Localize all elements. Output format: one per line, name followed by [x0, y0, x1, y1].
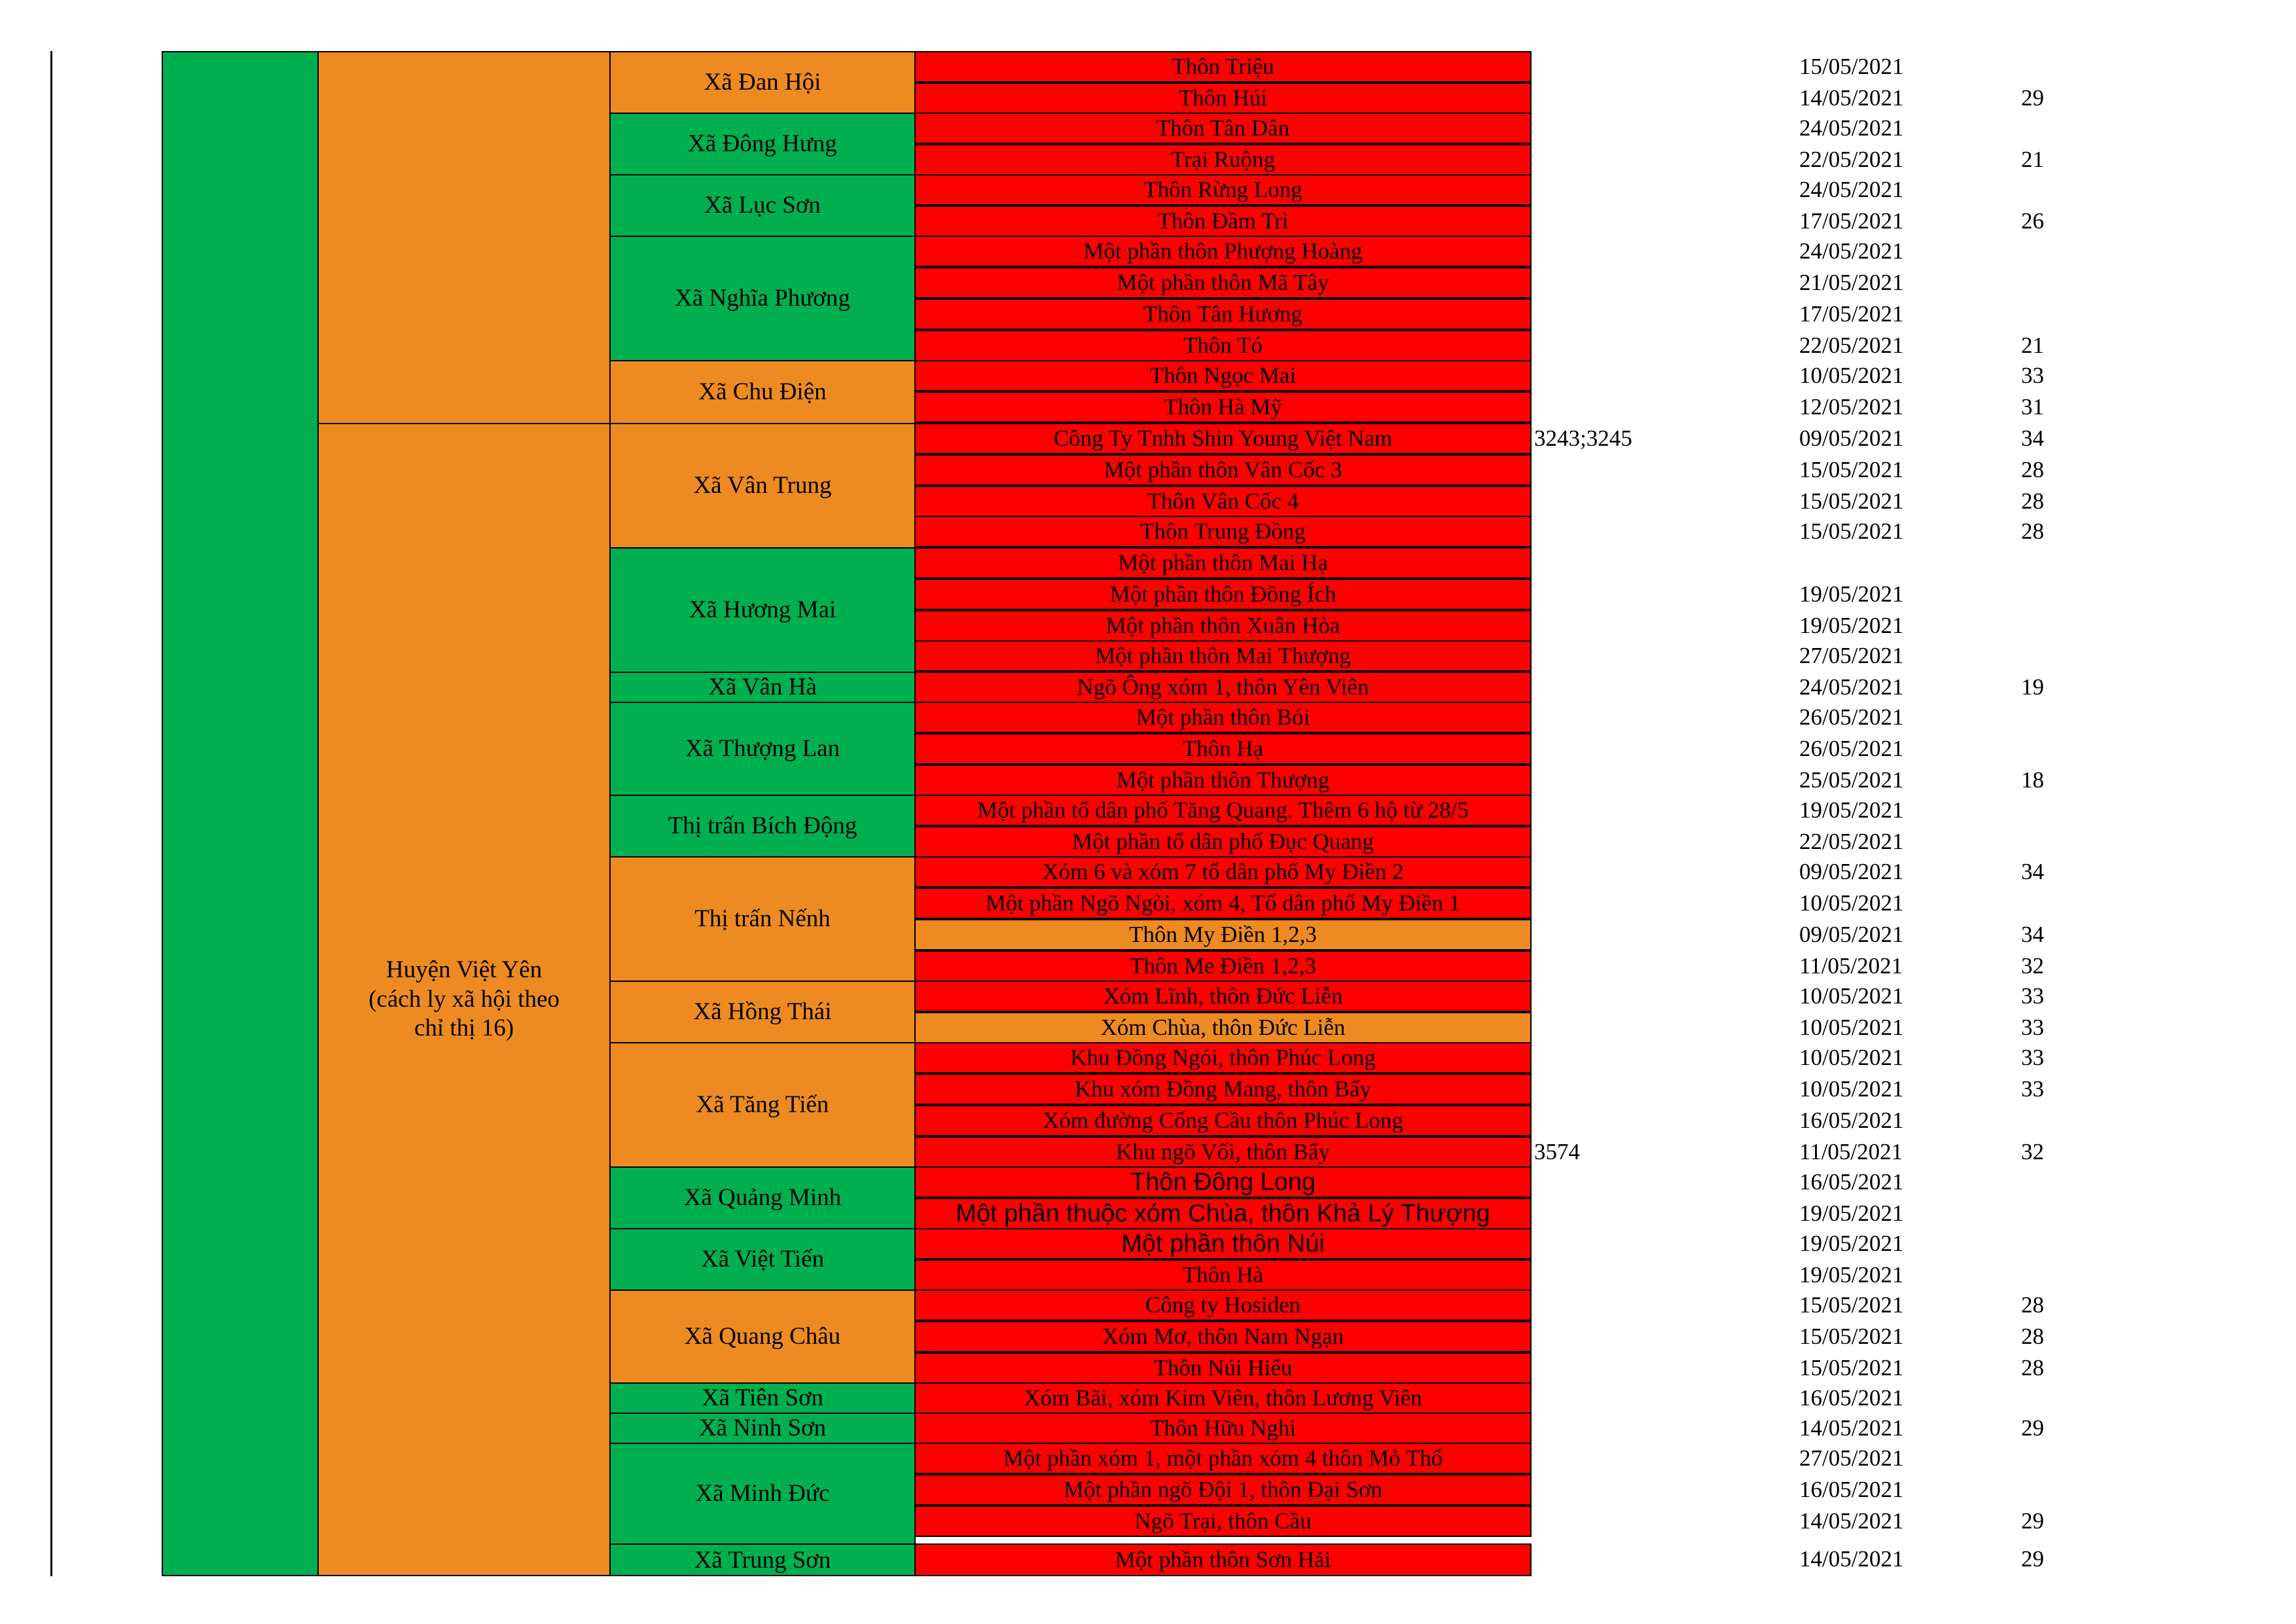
place-cell: Thôn Trung Đồng — [914, 516, 1532, 547]
place-cell: Một phần thôn Đồng Ích — [914, 579, 1532, 610]
date-cell: 10/05/2021 — [1799, 1015, 1904, 1040]
commune-cell: Thị trấn Nếnh — [609, 856, 916, 982]
date-cell: 24/05/2021 — [1799, 238, 1904, 264]
date-cell: 27/05/2021 — [1799, 643, 1904, 668]
days-cell: 34 — [2021, 425, 2044, 451]
place-cell: Một phần tổ dân phố Tăng Quang. Thêm 6 hộ từ 28/5 — [914, 795, 1532, 826]
date-cell: 15/05/2021 — [1799, 1292, 1904, 1318]
place-cell: Ngõ Ông xóm 1, thôn Yên Viên — [914, 672, 1532, 703]
date-cell: 10/05/2021 — [1799, 1045, 1904, 1070]
days-cell: 26 — [2021, 208, 2044, 234]
commune-cell: Xã Nghĩa Phương — [609, 236, 916, 361]
commune-cell: Xã Tiên Sơn — [609, 1382, 916, 1414]
days-cell: 28 — [2021, 457, 2044, 482]
date-cell: 22/05/2021 — [1799, 829, 1904, 854]
place-cell: Thôn Tó — [914, 330, 1532, 361]
days-cell: 33 — [2021, 1045, 2044, 1070]
commune-cell: Xã Thượng Lan — [609, 702, 916, 796]
place-cell: Thôn Đầm Trì — [914, 206, 1532, 237]
place-cell: Thôn Núi Hiếu — [914, 1352, 1532, 1384]
case-code: 3243;3245 — [1534, 425, 1632, 451]
date-cell: 11/05/2021 — [1799, 1139, 1903, 1164]
date-cell: 24/05/2021 — [1799, 674, 1904, 700]
place-cell: Thôn Vân Cốc 4 — [914, 486, 1532, 517]
days-cell: 21 — [2021, 333, 2044, 358]
commune-cell: Xã Tăng Tiến — [609, 1042, 916, 1168]
date-cell: 10/05/2021 — [1799, 890, 1904, 916]
place-cell: Một phần ngõ Đội 1, thôn Đại Sơn — [914, 1474, 1532, 1506]
days-cell: 32 — [2021, 953, 2044, 979]
days-cell: 28 — [2021, 1292, 2044, 1318]
commune-cell: Xã Đan Hội — [609, 51, 916, 114]
date-cell: 09/05/2021 — [1799, 425, 1904, 451]
commune-cell: Xã Lục Sơn — [609, 174, 916, 237]
district-cell-viet-yen: Huyện Việt Yên (cách ly xã hội theo chỉ thị 16) — [317, 423, 611, 1576]
place-cell: Xóm Mơ, thôn Nam Ngạn — [914, 1321, 1532, 1352]
place-cell: Thôn Hà Mỹ — [914, 391, 1532, 423]
date-cell: 21/05/2021 — [1799, 270, 1904, 295]
days-cell: 31 — [2021, 394, 2044, 420]
date-cell: 15/05/2021 — [1799, 1355, 1904, 1380]
place-cell: Xóm đường Cống Cầu thôn Phúc Long — [914, 1105, 1532, 1136]
place-cell: Thôn Rừng Long — [914, 174, 1532, 206]
days-cell: 28 — [2021, 488, 2044, 514]
date-cell: 16/05/2021 — [1799, 1385, 1904, 1411]
place-cell: Thôn Tân Dân — [914, 113, 1532, 144]
place-cell: Một phần thôn Thượng — [914, 765, 1532, 796]
place-cell: Một phần thôn Mã Tây — [914, 267, 1532, 298]
date-cell: 25/05/2021 — [1799, 767, 1904, 793]
days-cell: 29 — [2021, 85, 2044, 111]
place-cell: Thôn Đông Long — [914, 1166, 1532, 1198]
place-cell: Một phần thuộc xóm Chùa, thôn Khả Lý Thượng — [914, 1198, 1532, 1229]
place-cell: Công Ty Tnhh Shin Young Việt Nam — [914, 423, 1532, 454]
date-cell: 15/05/2021 — [1799, 457, 1904, 482]
place-cell: Một phần thôn Mai Hạ — [914, 547, 1532, 579]
days-cell: 33 — [2021, 1076, 2044, 1102]
district-cell — [317, 51, 611, 424]
date-cell: 16/05/2021 — [1799, 1169, 1904, 1195]
commune-cell: Xã Hồng Thái — [609, 981, 916, 1043]
days-cell: 33 — [2021, 1015, 2044, 1040]
date-cell: 22/05/2021 — [1799, 147, 1904, 172]
date-cell: 10/05/2021 — [1799, 363, 1904, 388]
days-cell: 32 — [2021, 1139, 2044, 1164]
days-cell: 18 — [2021, 767, 2044, 793]
place-cell: Một phần Ngõ Ngòi, xóm 4, Tổ dân phố My Điền 1 — [914, 888, 1532, 919]
commune-cell: Xã Đông Hưng — [609, 113, 916, 175]
date-cell: 19/05/2021 — [1799, 581, 1904, 607]
date-cell: 09/05/2021 — [1799, 859, 1904, 884]
date-cell: 12/05/2021 — [1799, 394, 1904, 420]
page-left-border — [50, 51, 52, 1576]
place-cell: Một phần tổ dân phố Đục Quang — [914, 826, 1532, 857]
commune-cell: Thị trấn Bích Động — [609, 795, 916, 857]
place-cell: Một phần thôn Núi — [914, 1228, 1532, 1259]
place-cell: Khu xóm Đồng Mang, thôn Bẩy — [914, 1074, 1532, 1105]
date-cell: 19/05/2021 — [1799, 1200, 1904, 1226]
place-cell: Thôn My Điền 1,2,3 — [914, 919, 1532, 950]
place-cell: Công ty Hosiden — [914, 1290, 1532, 1321]
date-cell: 19/05/2021 — [1799, 613, 1904, 638]
date-cell: 15/05/2021 — [1799, 488, 1904, 514]
days-cell: 34 — [2021, 859, 2044, 884]
place-cell: Một phần thôn Xuân Hòa — [914, 610, 1532, 641]
commune-cell: Xã Vân Hà — [609, 672, 916, 703]
days-cell: 28 — [2021, 1324, 2044, 1349]
place-cell: Thôn Hà — [914, 1259, 1532, 1291]
days-cell: 33 — [2021, 363, 2044, 388]
date-cell: 15/05/2021 — [1799, 1324, 1904, 1349]
days-cell: 29 — [2021, 1508, 2044, 1534]
date-cell: 15/05/2021 — [1799, 518, 1904, 544]
date-cell: 10/05/2021 — [1799, 1076, 1904, 1102]
date-cell: 14/05/2021 — [1799, 1415, 1904, 1441]
days-cell: 29 — [2021, 1415, 2044, 1441]
date-cell: 19/05/2021 — [1799, 1231, 1904, 1256]
commune-cell: Xã Vân Trung — [609, 423, 916, 549]
place-cell: Trại Ruộng — [914, 144, 1532, 175]
place-cell: Thôn Ngọc Mai — [914, 360, 1532, 391]
date-cell: 19/05/2021 — [1799, 797, 1904, 823]
days-cell: 19 — [2021, 674, 2044, 700]
place-cell: Thôn Húi — [914, 82, 1532, 114]
date-cell: 26/05/2021 — [1799, 704, 1904, 730]
place-cell: Một phần thôn Mai Thượng — [914, 640, 1532, 672]
commune-cell: Xã Quang Châu — [609, 1290, 916, 1384]
date-cell: 17/05/2021 — [1799, 208, 1904, 234]
date-cell: 09/05/2021 — [1799, 922, 1904, 947]
place-cell: Xóm 6 và xóm 7 tổ dân phố My Điền 2 — [914, 856, 1532, 888]
date-cell: 22/05/2021 — [1799, 333, 1904, 358]
place-cell: Một phần thôn Bói — [914, 702, 1532, 733]
date-cell: 26/05/2021 — [1799, 736, 1904, 761]
place-cell: Thôn Hạ — [914, 733, 1532, 765]
place-cell: Một phần thôn Sơn Hải — [914, 1543, 1532, 1576]
days-cell: 28 — [2021, 1355, 2044, 1380]
date-cell: 14/05/2021 — [1799, 1546, 1904, 1572]
province-cell — [162, 51, 319, 1576]
date-cell: 16/05/2021 — [1799, 1108, 1904, 1133]
date-cell: 15/05/2021 — [1799, 54, 1904, 79]
place-cell: Xóm Lĩnh, thôn Đức Liễn — [914, 981, 1532, 1012]
date-cell: 11/05/2021 — [1799, 953, 1903, 979]
place-cell: Ngõ Trại, thôn Cầu — [914, 1506, 1532, 1537]
case-code: 3574 — [1534, 1139, 1580, 1164]
days-cell: 21 — [2021, 147, 2044, 172]
commune-cell: Xã Trung Sơn — [609, 1543, 916, 1576]
place-cell: Một phần xóm 1, một phần xóm 4 thôn Mỏ Thổ — [914, 1443, 1532, 1474]
commune-cell: Xã Chu Điện — [609, 360, 916, 424]
days-cell: 34 — [2021, 922, 2044, 947]
commune-cell: Xã Ninh Sơn — [609, 1413, 916, 1444]
date-cell: 10/05/2021 — [1799, 983, 1904, 1009]
place-cell: Một phần thôn Vân Cốc 3 — [914, 454, 1532, 486]
days-cell: 28 — [2021, 518, 2044, 544]
date-cell: 16/05/2021 — [1799, 1477, 1904, 1502]
date-cell: 17/05/2021 — [1799, 301, 1904, 327]
date-cell: 14/05/2021 — [1799, 85, 1904, 111]
commune-cell: Xã Việt Tiến — [609, 1228, 916, 1291]
place-cell: Một phần thôn Phượng Hoàng — [914, 236, 1532, 267]
date-cell: 27/05/2021 — [1799, 1445, 1904, 1471]
date-cell: 14/05/2021 — [1799, 1508, 1904, 1534]
date-cell: 19/05/2021 — [1799, 1262, 1904, 1288]
place-cell: Thôn Tân Hương — [914, 298, 1532, 330]
place-cell: Thôn Hữu Nghi — [914, 1413, 1532, 1444]
place-cell: Xóm Bãi, xóm Kim Viên, thôn Lương Viên — [914, 1382, 1532, 1414]
place-cell: Xóm Chùa, thôn Đức Liễn — [914, 1012, 1532, 1043]
commune-cell: Xã Quảng Minh — [609, 1166, 916, 1229]
date-cell: 24/05/2021 — [1799, 115, 1904, 141]
days-cell: 33 — [2021, 983, 2044, 1009]
days-cell: 29 — [2021, 1546, 2044, 1572]
date-cell: 24/05/2021 — [1799, 177, 1904, 202]
place-cell: Thôn Me Điền 1,2,3 — [914, 950, 1532, 982]
commune-cell: Xã Minh Đức — [609, 1443, 916, 1545]
place-cell: Thôn Triệu — [914, 51, 1532, 82]
place-cell: Khu ngõ Vối, thôn Bẩy — [914, 1136, 1532, 1168]
commune-cell: Xã Hương Mai — [609, 547, 916, 673]
place-cell: Khu Đồng Ngói, thôn Phúc Long — [914, 1042, 1532, 1074]
